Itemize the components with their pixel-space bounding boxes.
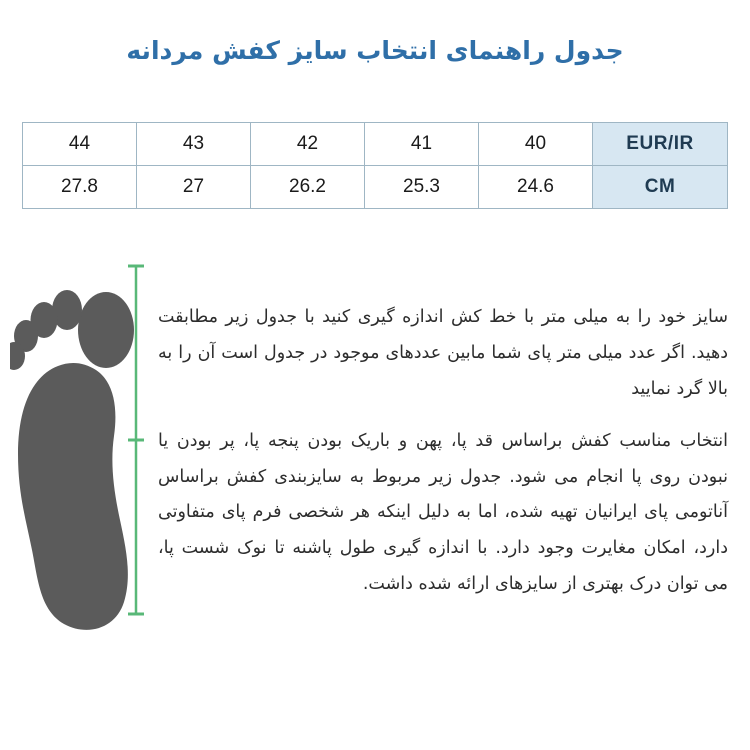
cell-cm-1: 24.6 <box>479 166 593 209</box>
cell-cm-4: 27 <box>137 166 251 209</box>
cell-cm-3: 26.2 <box>251 166 365 209</box>
cell-eur-40: 40 <box>479 123 593 166</box>
cell-eur-43: 43 <box>137 123 251 166</box>
size-table-container <box>22 122 728 209</box>
instructions-block <box>158 300 728 617</box>
table-row <box>23 166 728 209</box>
instruction-paragraph-2: انتخاب مناسب کفش براساس قد پا، پهن و باریک بودن پنجه پا، پر بودن یا نبودن روی پا انجام می شود. جدول زیر مربوط به سایزبندی کفش براساس آناتومی پای ایرانیان تهیه شده، اما به دلیل اینکه هر شخصی فرم پای متفاوتی دارد، امکان مغایرت وجود دارد. با اندازه گیری طول پاشنه تا نوک شست پا، می توان درک بهتری از سایزهای ارائه شده داشت. <box>158 430 728 595</box>
row-label-eur-ir: EUR/IR <box>593 123 728 166</box>
cell-eur-44: 44 <box>23 123 137 166</box>
cell-cm-5: 27.8 <box>23 166 137 209</box>
page-title: جدول راهنمای انتخاب سایز کفش مردانه <box>126 36 624 65</box>
row-label-cm: CM <box>593 166 728 209</box>
size-table <box>22 122 728 209</box>
cell-eur-41: 41 <box>365 123 479 166</box>
table-row <box>23 123 728 166</box>
cell-cm-2: 25.3 <box>365 166 479 209</box>
cell-eur-42: 42 <box>251 123 365 166</box>
instruction-paragraph-1: سایز خود را به میلی متر با خط کش اندازه گیری کنید با جدول زیر مطابقت دهید. اگر عدد میلی متر پای شما مابین عددهای موجود در جدول است آن را به بالا گرد نمایید <box>158 307 728 399</box>
measure-bracket-icon <box>128 262 144 618</box>
